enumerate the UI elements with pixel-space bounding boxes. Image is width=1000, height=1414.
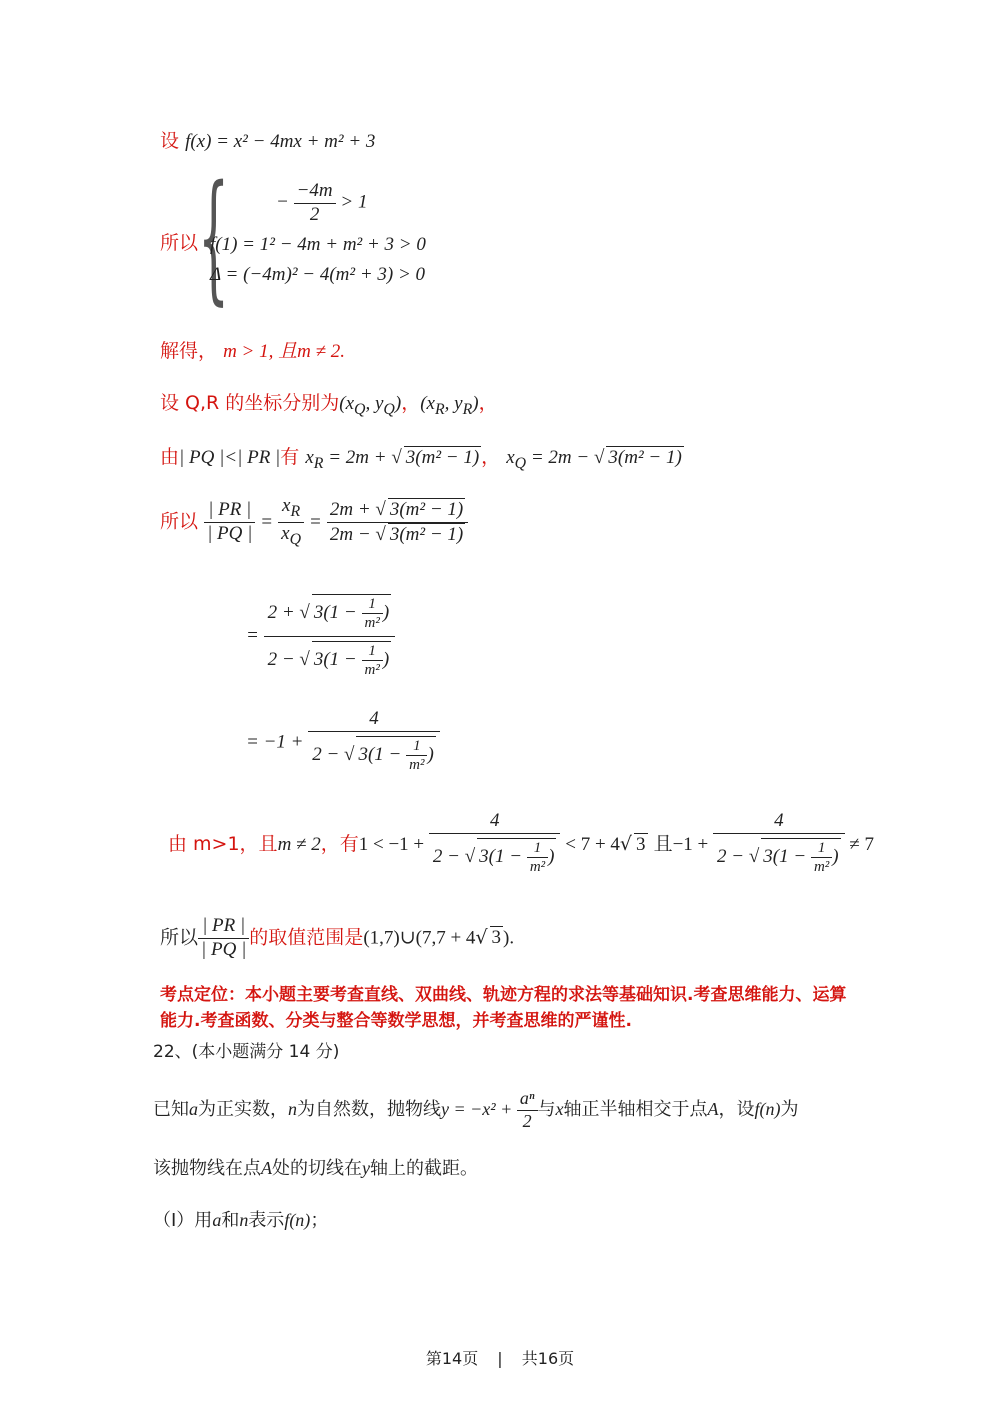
- solution-line: [160, 340, 345, 364]
- you: 有: [280, 446, 300, 468]
- head: = −1 +: [246, 731, 309, 753]
- inner-den: m²: [364, 615, 380, 631]
- x: x: [555, 1099, 564, 1120]
- den-sqrt: 3(m² − 1): [389, 523, 464, 545]
- eq-2: =: [310, 511, 321, 533]
- den-head: 2m −: [329, 523, 376, 545]
- question-22-part-1: [153, 1210, 328, 1232]
- pq-pr-line: 由| PQ |<| PR |有 $x_R = 2m$ + √ 3(m² − 1) ， $x_Q = 2m$ − √ 3(m² − 1): [160, 446, 682, 472]
- ineq-fraction-2: 4 2 − √ 3(1 − $\frac{1}{\text{m²}}$ ): [713, 810, 845, 880]
- left: 1 < −1 +: [358, 833, 429, 855]
- m-cond: m ≠ 2: [277, 833, 321, 855]
- step-2-line: [246, 590, 395, 683]
- t1: （Ⅰ）用: [153, 1210, 213, 1231]
- den-head: 2 −: [312, 743, 345, 765]
- label: 设 Q,R 的坐标分别为: [160, 392, 340, 414]
- t3: 轴上的截距。: [370, 1158, 478, 1179]
- den-sqrt-a: 3(1 −: [313, 648, 362, 670]
- sqrt-expr: 3(m² − 1): [405, 447, 480, 468]
- inner-den: m²: [529, 858, 546, 875]
- inner-num: 1: [527, 839, 548, 858]
- den-sqrt-a: 3(1 −: [479, 845, 527, 867]
- step-3-fraction: 4 2 − √ 3(1 − $\frac{1}{\text{m²}}$ ): [308, 708, 440, 778]
- sqrt-fraction: $\frac{\text{2m + √ 3(m² − 1)}}{\text{2m − √ 3(m² − 1)}}$: [327, 498, 468, 547]
- formula: f(x) = x² − 4mx + m² + 3: [185, 131, 376, 152]
- y: y: [362, 1158, 370, 1178]
- a-n-over-2: [517, 1088, 538, 1132]
- t6: ，设: [718, 1099, 755, 1121]
- step-3-line: [246, 708, 440, 778]
- fn: f(n): [284, 1210, 311, 1230]
- coord-r-open: (x: [420, 393, 435, 414]
- xr: x: [282, 495, 291, 516]
- coord-q-open: (x: [339, 393, 355, 414]
- xr-sub: R: [313, 454, 324, 472]
- label: 由 m>1，且: [168, 832, 278, 855]
- inequality-line: 由 m>1，且m ≠ 2，有1 < −1 + 4 2 − √ 3(1 − $\frac{1}{\text{m²}}$ ) < 7 + 4√ 3 且−1 + 4 2 − √ 3(1 − $\frac{1}{\text{m²}}$ ) ≠ 7: [168, 810, 874, 880]
- t7: 为: [780, 1099, 799, 1121]
- eq: =: [246, 624, 259, 646]
- right: < 7 + 4: [560, 833, 620, 855]
- den-head: 2 −: [432, 845, 465, 867]
- den-head-2: 2 −: [717, 845, 749, 867]
- condition: | PQ |<| PR |: [179, 447, 281, 468]
- denominator: | PQ |: [207, 522, 253, 544]
- system-row-3: Δ = (−4m)² − 4(m² + 3) > 0: [210, 264, 426, 285]
- label: 所以: [160, 510, 199, 533]
- A: A: [261, 1158, 272, 1178]
- sub-r-2: R: [462, 400, 473, 418]
- ne: ≠ 7: [844, 833, 875, 855]
- ratio-line: [160, 495, 468, 550]
- coordinates-line: [160, 392, 498, 420]
- system-row-2: f(1) = 1² − 4m + m² + 3 > 0: [210, 234, 426, 255]
- xq: x: [506, 447, 515, 468]
- denominator: 2: [522, 1110, 532, 1131]
- n: n: [239, 1210, 249, 1230]
- label: 所以: [160, 926, 199, 949]
- a: a: [189, 1099, 198, 1120]
- question-22-title: 22、(本小题满分 14 分): [153, 1042, 340, 1062]
- tail: > 1: [340, 191, 368, 213]
- system-row-1: [276, 180, 367, 227]
- range-math: (1,7)∪(7,7 + 4: [363, 927, 476, 949]
- a: a: [212, 1210, 222, 1230]
- fn: f(n): [754, 1099, 781, 1120]
- inner-den-2: m²: [813, 858, 830, 875]
- t1: 该抛物线在点: [153, 1158, 261, 1179]
- xq-eq: = 2m −: [526, 447, 594, 468]
- inner-den: m²: [409, 756, 425, 773]
- num-sqrt: 3(m² − 1): [389, 498, 464, 520]
- sub-q-2: Q: [383, 400, 395, 418]
- ineq-fraction-1: 4 2 − √ 3(1 − $\frac{1}{\text{m²}}$ ): [429, 810, 561, 880]
- label: 设: [160, 130, 180, 152]
- you: ，有: [320, 832, 359, 855]
- close: ): [548, 845, 555, 867]
- xr-eq: = 2m +: [323, 447, 392, 468]
- close-2: ): [382, 648, 390, 670]
- left-2: −1 +: [672, 833, 714, 855]
- minus: −: [276, 191, 289, 213]
- inner-num-2: 1: [811, 839, 832, 858]
- num-head: 2m +: [329, 498, 376, 520]
- t3: 表示: [248, 1210, 285, 1231]
- numerator: 4: [429, 810, 561, 834]
- close-2: ): [832, 845, 839, 867]
- xr: x: [305, 447, 314, 468]
- sub-q: Q: [289, 530, 302, 548]
- xr-xq-fraction: [278, 495, 304, 550]
- den-sqrt-a: 3(1 −: [358, 743, 407, 765]
- eq: =: [261, 511, 273, 533]
- comma: ，: [481, 446, 501, 468]
- fraction: [294, 180, 336, 227]
- question-22-line-2: [153, 1158, 478, 1180]
- t2: 处的切线在: [272, 1158, 362, 1179]
- numerator-2: 4: [713, 810, 845, 834]
- close: ): [427, 743, 434, 765]
- step-2-fraction: 2 + √ 3(1 − $\frac{1}{\text{m²}}$ ) 2 − √ 3(1 − $\frac{1}{\text{m²}}$ ): [264, 590, 396, 683]
- range-fraction: [198, 915, 249, 962]
- sqrt-expr-2: 3(m² − 1): [608, 447, 682, 468]
- n: n: [288, 1099, 297, 1120]
- range-text: 的取值范围是: [249, 926, 364, 949]
- sub-r: R: [290, 502, 301, 520]
- t4: ；: [310, 1210, 329, 1231]
- num-sqrt-a: 3(1 −: [313, 601, 362, 623]
- t5: 轴正半轴相交于点: [563, 1099, 708, 1121]
- numerator: −4m: [294, 180, 336, 204]
- system-brace: {: [198, 156, 230, 319]
- num-head: 2 +: [267, 601, 300, 623]
- xq-sub: Q: [514, 454, 527, 472]
- and: 且: [647, 832, 673, 855]
- label: 解得，: [160, 340, 218, 362]
- numerator: aⁿ: [517, 1088, 538, 1111]
- A: A: [707, 1099, 719, 1120]
- t3: 为自然数，抛物线: [297, 1099, 441, 1121]
- den-sqrt-a-2: 3(1 −: [763, 845, 811, 867]
- inner-num: 1: [406, 737, 427, 756]
- formula: m > 1, 且m ≠ 2.: [223, 341, 346, 362]
- inner-num: 1: [362, 595, 383, 614]
- close: ): [382, 601, 390, 623]
- coord-r-mid: , y: [444, 393, 463, 414]
- den-head: 2 −: [267, 648, 300, 670]
- y-eq: y = −x² +: [441, 1099, 517, 1120]
- xq: x: [281, 522, 290, 544]
- sub-r: R: [434, 400, 445, 418]
- sep: ，: [401, 392, 421, 414]
- coord-q-close: ): [394, 393, 402, 414]
- numerator: | PR |: [198, 915, 249, 939]
- page-footer: [0, 1346, 1000, 1369]
- t2: 和: [221, 1210, 240, 1231]
- footer-separator: |: [497, 1349, 503, 1368]
- t4: 与: [537, 1099, 556, 1121]
- exam-point-note: 考点定位：本小题主要考查直线、双曲线、轨迹方程的求法等基础知识.考查思维能力、运算能力.考查函数、分类与整合等数学思想，并考查思维的严谨性.: [160, 985, 847, 1032]
- denominator: | PQ |: [201, 938, 247, 960]
- pr-pq-fraction: [204, 499, 255, 546]
- label: 由: [160, 446, 180, 468]
- f-definition-line: [160, 130, 375, 154]
- range-line: 所以 $\frac{| PR |}{| PQ |}$ 的取值范围是(1,7)∪(7,7 + 4√ 3 ).: [160, 915, 515, 960]
- inner-num-2: 1: [362, 642, 383, 661]
- inner-den-2: m²: [364, 662, 380, 678]
- page-number: 第14页: [425, 1349, 479, 1368]
- coord-r-close: ): [472, 393, 479, 414]
- numerator: | PR |: [204, 499, 255, 523]
- question-22-line-1: [153, 1088, 799, 1132]
- sqrt3: 3: [491, 927, 502, 949]
- t2: 为正实数，: [198, 1099, 288, 1121]
- system-label: 所以: [160, 232, 199, 254]
- sub-q: Q: [354, 400, 366, 418]
- page-total: 共16页: [521, 1349, 575, 1368]
- denominator: 2: [309, 203, 320, 225]
- sqrt3: 3: [636, 833, 646, 855]
- numerator: 4: [308, 708, 440, 732]
- coord-q-mid: , y: [365, 393, 384, 414]
- end: ，: [478, 392, 498, 414]
- close: ).: [503, 927, 515, 949]
- t1: 已知: [153, 1099, 189, 1121]
